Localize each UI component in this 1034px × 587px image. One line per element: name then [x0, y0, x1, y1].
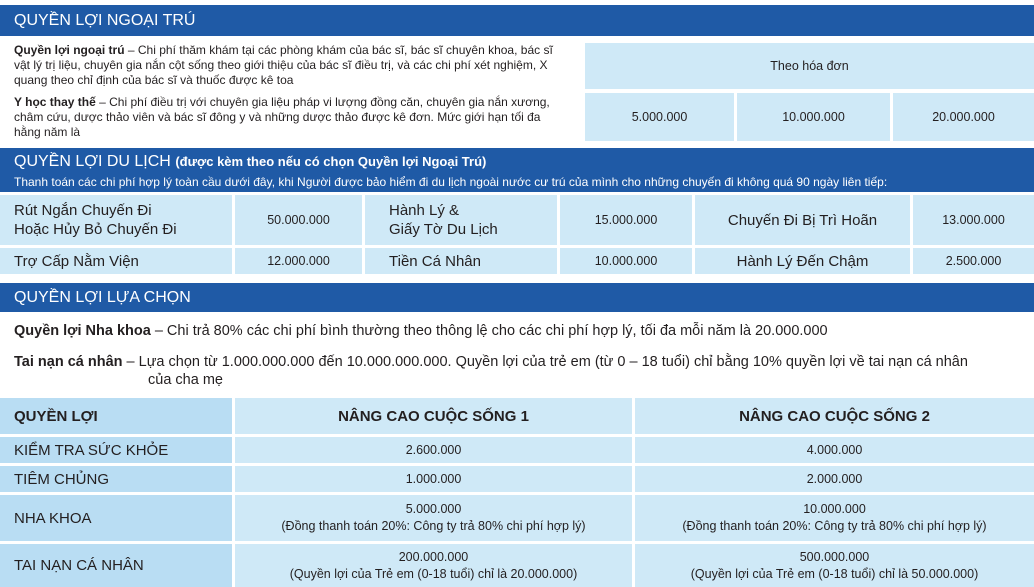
outpatient-benefit-text: [14, 43, 566, 88]
table-row-label: TIÊM CHỦNG: [14, 470, 109, 488]
travel-title-note: (được kèm theo nếu có chọn Quyền lợi Ngoại Trú): [175, 154, 487, 169]
travel-row-1-b-label: [365, 195, 557, 245]
table-cell-value: 500.000.000: [799, 549, 870, 564]
accident-desc-1: Lựa chọn từ 1.000.000.000 đến 10.000.000.000. Quyền lợi của trẻ em (từ 0 – 18 tuổi) chỉ bằng 10% quyền lợi về tai nạn cá nhân: [138, 354, 968, 370]
travel-header: [0, 148, 1034, 192]
alt-value-3: [893, 93, 1034, 141]
travel-row-2-c-value: [913, 248, 1034, 274]
table-row: [0, 466, 232, 492]
alt-value-2: [737, 93, 890, 141]
table-cell: [235, 544, 632, 587]
table-cell: [235, 437, 632, 463]
table-header-plan-2-text: NÂNG CAO CUỘC SỐNG 2: [739, 407, 930, 425]
table-row: [0, 437, 232, 463]
baggage-label-1: Hành Lý &: [389, 202, 460, 219]
table-cell-note: (Đồng thanh toán 20%: Công ty trả 80% chi phí hợp lý): [281, 519, 586, 533]
table-row: [0, 495, 232, 541]
table-cell: [635, 495, 1034, 541]
alt-medicine-text: [14, 95, 566, 140]
travel-row-2-a-value: [235, 248, 362, 274]
outpatient-header: [0, 5, 1034, 36]
trip-cut-label: Rút Ngắn Chuyến Đi: [14, 202, 152, 219]
table-cell-value: 5.000.000: [405, 502, 462, 516]
alt-medicine-desc: – Chi phí điều trị với chuyên gia liệu pháp vi lượng đồng căn, chuyên gia nắn xương, châm cứu, dược thảo viên và bác sĩ đông y và những dược thảo được kê đơn. Mức giới hạn tối đa hằng năm là: [14, 95, 550, 139]
baggage-delay-label: Hành Lý Đến Chậm: [736, 252, 869, 270]
table-cell: [635, 437, 1034, 463]
dental-benefit-bold: Quyền lợi Nha khoa: [14, 323, 151, 339]
alt-value-1-text: 5.000.000: [631, 110, 688, 124]
alt-value-1: [585, 93, 734, 141]
alt-medicine-bold: Y học thay thế: [14, 95, 96, 109]
hospital-allowance-label: Trợ Cấp Nằm Viện: [14, 252, 139, 270]
baggage-value: 15.000.000: [594, 213, 658, 227]
table-row-label: TAI NẠN CÁ NHÂN: [14, 557, 144, 574]
table-header-benefit: [0, 398, 232, 434]
accident-benefit-bold: Tai nạn cá nhân: [14, 354, 123, 370]
personal-money-label: Tiền Cá Nhân: [389, 252, 481, 270]
table-row: [0, 544, 232, 587]
trip-cancel-label: Hoặc Hủy Bỏ Chuyến Đi: [14, 221, 177, 238]
hospital-allowance-value: 12.000.000: [267, 254, 330, 268]
table-cell: [635, 466, 1034, 492]
alt-value-2-text: 10.000.000: [782, 110, 845, 124]
accident-desc-2: của cha mẹ: [148, 372, 223, 388]
table-header-benefit-text: QUYỀN LỢI: [14, 407, 98, 425]
accident-benefit-text: [14, 354, 1032, 371]
travel-row-2-b-value: [560, 248, 692, 274]
table-header-plan-1-text: NÂNG CAO CUỘC SỐNG 1: [338, 407, 529, 425]
table-row-label: KIỂM TRA SỨC KHỎE: [14, 441, 169, 459]
table-cell: [235, 466, 632, 492]
outpatient-benefit-value: [585, 43, 1034, 89]
travel-row-1-b-value: [560, 195, 692, 245]
trip-delay-value: 13.000.000: [942, 213, 1005, 227]
table-cell-note: (Quyền lợi của Trẻ em (0-18 tuổi) chỉ là 20.000.000): [289, 566, 578, 581]
table-cell-value: 2.000.000: [806, 472, 863, 486]
baggage-delay-value: 2.500.000: [945, 254, 1002, 268]
table-header-plan-1: [235, 398, 632, 434]
table-cell-value: 10.000.000: [803, 502, 866, 516]
optional-title: QUYỀN LỢI LỰA CHỌN: [14, 288, 191, 306]
outpatient-title: QUYỀN LỢI NGOẠI TRÚ: [14, 11, 196, 29]
accident-benefit-text-2: [148, 372, 223, 389]
travel-subtitle: Thanh toán các chi phí hợp lý toàn cầu dưới đây, khi Người được bảo hiểm đi du lịch ngoài nước cư trú của mình cho những chuyến đi không quá 90 ngày liên tiếp:: [14, 175, 888, 189]
travel-row-1-c-label: [695, 195, 910, 245]
outpatient-benefit-desc: – Chi phí thăm khám tại các phòng khám của bác sĩ, bác sĩ chuyên khoa, bác sĩ vật lý trị liệu, chuyên gia nắn cột sống theo giới thiệu của bác sĩ điều trị, và các chi phí xét nghiệm, X quang theo chỉ định của bác sĩ và thuốc được kê toa: [14, 43, 553, 87]
travel-title: QUYỀN LỢI DU LỊCH: [14, 153, 171, 170]
accident-dash: –: [122, 354, 139, 370]
optional-header: [0, 283, 1034, 312]
table-header-plan-2: [635, 398, 1034, 434]
alt-value-3-text: 20.000.000: [932, 110, 995, 124]
travel-row-1-a-value: [235, 195, 362, 245]
table-cell-note: (Quyền lợi của Trẻ em (0-18 tuổi) chỉ là 50.000.000): [690, 566, 979, 581]
baggage-label-2: Giấy Tờ Du Lịch: [389, 221, 498, 238]
travel-row-1-c-value: [913, 195, 1034, 245]
table-cell: [235, 495, 632, 541]
table-cell-value: 1.000.000: [405, 472, 462, 486]
table-cell: [635, 544, 1034, 587]
table-cell-note: (Đồng thanh toán 20%: Công ty trả 80% chi phí hợp lý): [682, 519, 987, 533]
table-cell-value: 4.000.000: [806, 443, 863, 457]
dental-benefit-desc: – Chi trả 80% các chi phí bình thường theo thông lệ cho các chi phí hợp lý, tối đa mỗi năm là 20.000.000: [150, 323, 828, 339]
table-cell-value: 2.600.000: [405, 443, 462, 457]
table-row-label: NHA KHOA: [14, 509, 92, 527]
trip-delay-label: Chuyến Đi Bị Trì Hoãn: [727, 211, 878, 229]
travel-row-1-a-label: [0, 195, 232, 245]
dental-benefit-text: [14, 323, 1029, 339]
personal-money-value: 10.000.000: [594, 254, 658, 268]
outpatient-benefit-bold: Quyền lợi ngoại trú: [14, 43, 125, 57]
travel-row-2-c-label: [695, 248, 910, 274]
trip-cut-value: 50.000.000: [267, 213, 330, 227]
table-cell-value: 200.000.000: [398, 549, 469, 564]
travel-row-2-a-label: [0, 248, 232, 274]
outpatient-benefit-value-text: Theo hóa đơn: [770, 59, 849, 73]
travel-row-2-b-label: [365, 248, 557, 274]
